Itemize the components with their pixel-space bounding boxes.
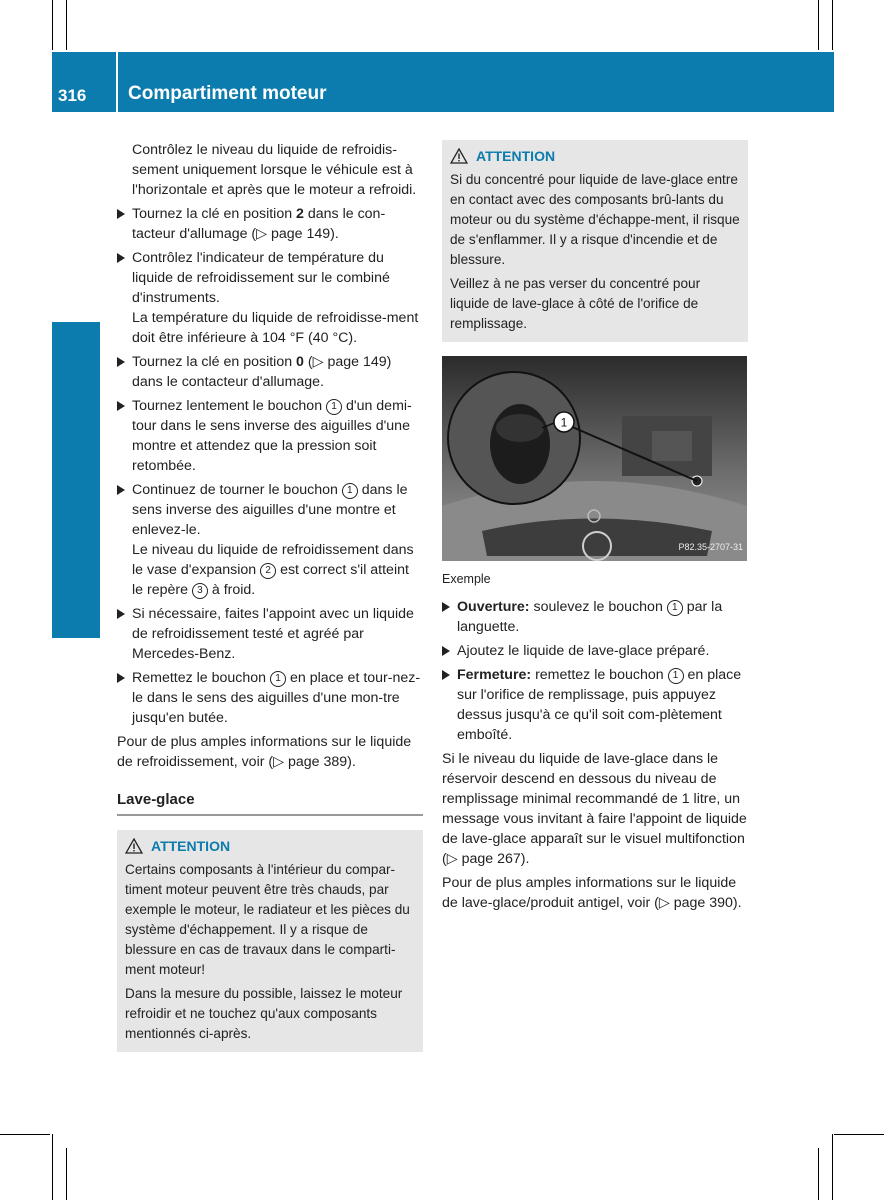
intro-text: Contrôlez le niveau du liquide de refroidis-sement uniquement lorsque le véhicule est à l'horizontale et après que le moteur a refroidi.: [132, 142, 417, 198]
bullet-triangle-icon: [117, 609, 125, 619]
crop-mark: [818, 1148, 819, 1200]
marker-one-icon: 1: [668, 668, 684, 684]
bullet-triangle-icon: [117, 253, 125, 263]
bullet-triangle-icon: [442, 602, 450, 612]
photo-caption: Exemple: [442, 572, 491, 586]
warning-text: Veillez à ne pas verser du concentré pour liquide de lave-glace à côté de l'orifice de remplissage.: [450, 276, 701, 331]
step-item: Continuez de tourner le bouchon 1 dans le sens inverse des aiguilles d'une montre et enlevez-le. Le niveau du liquide de refroidissement dans le vase d'expansion 2 est correct s'il atteint le repère 3 à froid.: [117, 480, 423, 600]
crop-mark: [66, 1148, 67, 1200]
step-item: Ouverture: soulevez le bouchon 1 par la languette.: [442, 597, 748, 637]
page-title: Compartiment moteur: [128, 83, 327, 104]
page-number: 316: [58, 86, 87, 105]
right-column: [442, 140, 748, 917]
bullet-triangle-icon: [117, 209, 125, 219]
bullet-triangle-icon: [117, 401, 125, 411]
crop-mark: [818, 0, 819, 50]
step-item: Contrôlez l'indicateur de température du liquide de refroidissement sur le combiné d'instruments. La température du liquide de refroidisse-ment doit être inférieure à 104 °F (40 °C).: [117, 248, 423, 348]
bullet-triangle-icon: [442, 646, 450, 656]
crop-mark: [0, 1134, 50, 1135]
step-item: Remettez le bouchon 1 en place et tour-nez-le dans le sens des aiguilles d'une mon-tre jusqu'en butée.: [117, 668, 423, 728]
step-item: Tournez la clé en position 0 (▷ page 149) dans le contacteur d'allumage.: [117, 352, 423, 392]
warning-header: [450, 146, 740, 166]
warning-text: Dans la mesure du possible, laissez le moteur refroidir et ne touchez qu'aux composants mentionnés ci-après.: [125, 986, 403, 1041]
warning-text: Si du concentré pour liquide de lave-glace entre en contact avec des composants brû-lants du moteur ou du système d'échappe-ment, il risque de s'enflammer. Il y a risque d'incendie et de blessure.: [450, 172, 740, 267]
warning-header: [125, 836, 415, 856]
engine-bay-illustration: [442, 356, 747, 561]
step-item: Tournez lentement le bouchon 1 d'un demi-tour dans le sens inverse des aiguilles d'une montre et attendez que la pression soit retombée.: [117, 396, 423, 476]
marker-two-icon: 2: [260, 563, 276, 579]
step-item: Fermeture: remettez le bouchon 1 en place sur l'orifice de remplissage, puis appuyez dessus jusqu'à ce qu'il soit com-plètement emboîté.: [442, 665, 748, 745]
body-text: Pour de plus amples informations sur le liquide de lave-glace/produit antigel, voir (▷ page 390).: [442, 875, 742, 911]
crop-mark: [834, 1134, 884, 1135]
warning-title: ATTENTION: [476, 148, 556, 164]
photo-reference: P82.35-2707-31: [678, 542, 743, 552]
svg-text:1: 1: [560, 415, 568, 430]
warning-box: [117, 830, 423, 1052]
step-item: Si nécessaire, faites l'appoint avec un liquide de refroidissement testé et agréé par Mercedes-Benz.: [117, 604, 423, 664]
crop-mark: [832, 1134, 833, 1200]
warning-title: ATTENTION: [151, 838, 231, 854]
body-text: Si le niveau du liquide de lave-glace dans le réservoir descend en dessous du niveau de remplissage minimal recommandé de 1 litre, un message vous invitant à faire l'appoint de liquide de lave-glace apparaît sur le visuel multifonction (▷ page 267).: [442, 751, 747, 867]
bullet-triangle-icon: [117, 357, 125, 367]
more-info-text: Pour de plus amples informations sur le liquide de refroidissement, voir (▷ page 389).: [117, 734, 412, 770]
crop-mark: [66, 0, 67, 50]
warning-box: [442, 140, 748, 342]
marker-one-icon: 1: [326, 399, 342, 415]
crop-mark: [832, 0, 833, 50]
warning-triangle-icon: [450, 148, 468, 164]
marker-one-icon: 1: [667, 600, 683, 616]
marker-one-icon: 1: [270, 671, 286, 687]
step-note: La température du liquide de refroidisse-ment doit être inférieure à 104 °F (40 °C).: [132, 310, 419, 346]
left-column: [117, 140, 423, 1052]
crop-mark: [52, 1134, 53, 1200]
step-item: Ajoutez le liquide de lave-glace préparé.: [442, 641, 748, 661]
crop-mark: [52, 0, 53, 50]
step-item: Tournez la clé en position 2 dans le con-tacteur d'allumage (▷ page 149).: [117, 204, 423, 244]
warning-triangle-icon: [125, 838, 143, 854]
side-label-text: Maintenance et entretien: [64, 346, 87, 594]
bullet-triangle-icon: [117, 673, 125, 683]
section-heading: Lave-glace: [117, 790, 423, 816]
bullet-triangle-icon: [117, 485, 125, 495]
marker-one-icon: 1: [342, 483, 358, 499]
marker-three-icon: 3: [192, 583, 208, 599]
bullet-triangle-icon: [442, 670, 450, 680]
warning-text: Certains composants à l'intérieur du compar-timent moteur peuvent être très chauds, par exemple le moteur, le radiateur et les pièces du système d'échappement. Il y a risque de blessure en cas de travaux dans le comparti-ment moteur!: [125, 862, 410, 977]
engine-photo: [442, 356, 747, 561]
